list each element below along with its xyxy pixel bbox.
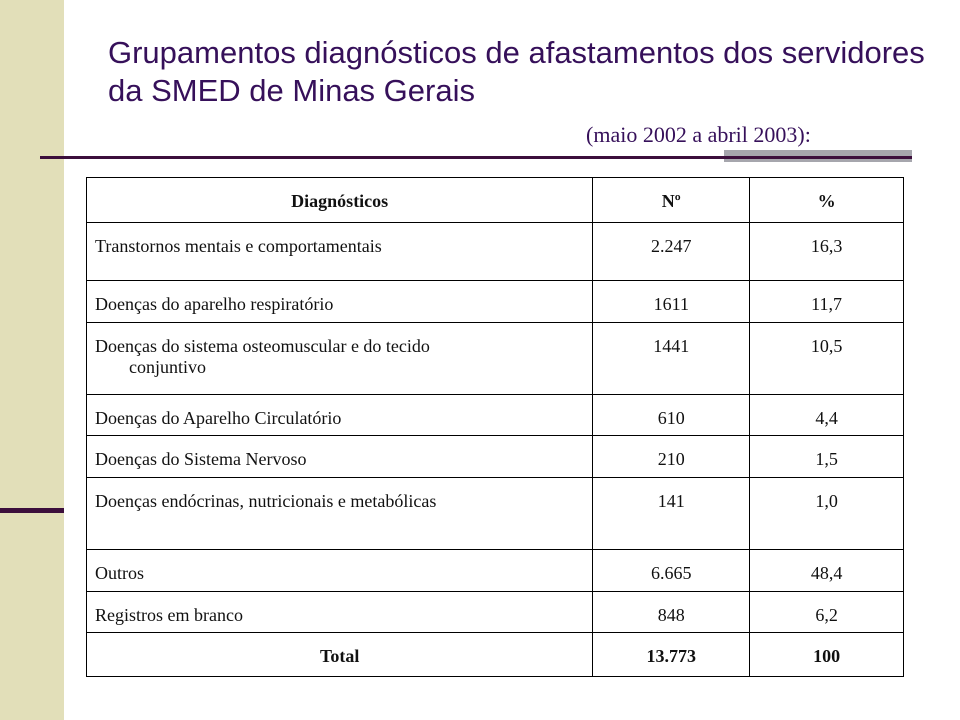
row-percent: 4,4	[750, 395, 904, 436]
table-row	[87, 281, 904, 323]
table-row	[87, 550, 904, 592]
side-rule	[0, 508, 64, 513]
row-label-line-1: Doenças do sistema osteomuscular e do tecido	[95, 336, 430, 356]
row-count: 141	[593, 478, 750, 550]
row-percent: 1,0	[750, 478, 904, 550]
side-band	[0, 0, 64, 720]
row-percent: 1,5	[750, 436, 904, 478]
table-row	[87, 223, 904, 281]
row-label-line-2: conjuntivo	[129, 357, 206, 377]
row-percent: 48,4	[750, 550, 904, 592]
title-line-2: da SMED de Minas Gerais	[108, 73, 475, 108]
total-label: Total	[87, 633, 593, 677]
table-row	[87, 323, 904, 395]
row-count: 210	[593, 436, 750, 478]
row-label: Transtornos mentais e comportamentais	[87, 223, 593, 281]
row-percent: 16,3	[750, 223, 904, 281]
table-total-row	[87, 633, 904, 677]
table-row	[87, 478, 904, 550]
row-percent: 11,7	[750, 281, 904, 323]
row-count: 6.665	[593, 550, 750, 592]
table-row	[87, 592, 904, 633]
total-percent: 100	[750, 633, 904, 677]
row-percent: 6,2	[750, 592, 904, 633]
row-label: Doenças do Aparelho Circulatório	[87, 395, 593, 436]
row-label: Registros em branco	[87, 592, 593, 633]
accent-bar	[724, 150, 912, 162]
header-diagnosticos: Diagnósticos	[87, 178, 593, 223]
row-count: 848	[593, 592, 750, 633]
title-line-1: Grupamentos diagnósticos de afastamentos dos servidores	[108, 35, 925, 70]
total-count: 13.773	[593, 633, 750, 677]
row-count: 610	[593, 395, 750, 436]
row-count: 2.247	[593, 223, 750, 281]
header-numero: Nº	[593, 178, 750, 223]
row-label: Doenças do aparelho respiratório	[87, 281, 593, 323]
table-row	[87, 395, 904, 436]
diagnostics-table	[86, 177, 904, 677]
period-subtitle: (maio 2002 a abril 2003):	[586, 122, 811, 147]
row-label	[87, 323, 593, 395]
row-percent: 10,5	[750, 323, 904, 395]
header-percent: %	[750, 178, 904, 223]
row-label: Outros	[87, 550, 593, 592]
table-header-row	[87, 178, 904, 223]
row-label: Doenças endócrinas, nutricionais e metabólicas	[87, 478, 593, 550]
row-label: Doenças do Sistema Nervoso	[87, 436, 593, 478]
table-row	[87, 436, 904, 478]
page-title	[108, 34, 925, 110]
row-count: 1441	[593, 323, 750, 395]
row-count: 1611	[593, 281, 750, 323]
